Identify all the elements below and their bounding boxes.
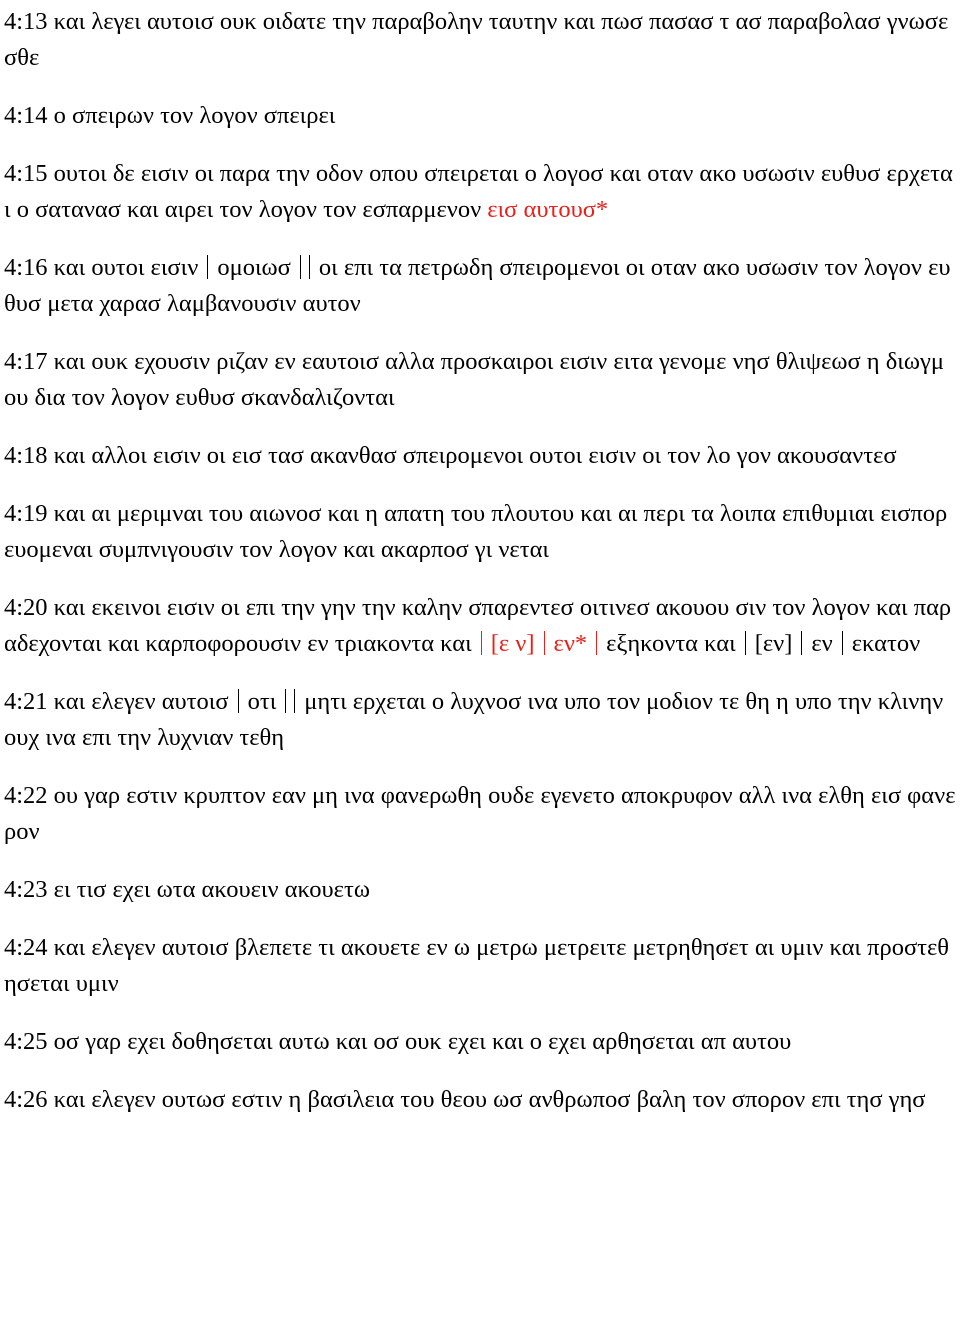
verse-4-23	[4, 872, 956, 908]
verse-4-22	[4, 778, 956, 850]
verse-text: 4:22 ου γαρ εστιν κρυπτον εαν μη ινα φανερωθη ουδε εγενετο αποκρυφον αλλ ινα ελθη εισ φανερον	[4, 782, 956, 845]
verse-text: οτι	[247, 688, 277, 715]
verse-text: 4:23 ει τισ εχει ωτα ακουειν ακουετω	[4, 876, 370, 903]
verse-4-14	[4, 98, 956, 134]
verse-4-26	[4, 1082, 956, 1118]
variant-separator-bar	[544, 631, 545, 655]
verse-text: 4:15 ουτοι δε εισιν οι παρα την οδον οπου σπειρεται ο λογοσ και οταν ακο υσωσιν ευθυσ ερχεται ο σατανασ και αιρει τον λογον τον εσπαρμενον	[4, 160, 953, 223]
verse-text: οι επι τα πετρωδη σπειρομενοι οι οταν ακο υσωσιν τον λογον ευθυσ μετα χαρασ λαμβανουσιν αυτον	[4, 254, 951, 317]
verse-text: 4:20 και εκεινοι εισιν οι επι την γην την καλην σπαρεντεσ οιτινεσ ακουου σιν τον λογον και παραδεχονται και καρποφορουσιν εν τριακοντα και	[4, 594, 952, 657]
variant-separator-bar	[481, 631, 482, 655]
verse-4-16	[4, 250, 956, 322]
variant-separator-bar	[801, 631, 802, 655]
verse-4-15	[4, 156, 956, 228]
variant-separator-bar	[294, 689, 295, 713]
verse-4-25	[4, 1024, 956, 1060]
variant-separator-bar	[745, 631, 746, 655]
variant-separator-bar	[596, 631, 597, 655]
variant-reading: [ε ν]	[490, 630, 535, 657]
variant-reading: εισ αυτουσ*	[487, 196, 609, 223]
verse-text: μητι ερχεται ο λυχνοσ ινα υπο τον μοδιον τε θη η υπο την κλινην ουχ ινα επι την λυχνιαν τεθη	[4, 688, 944, 751]
variant-separator-bar	[842, 631, 843, 655]
verse-4-17	[4, 344, 956, 416]
verse-text: 4:17 και ουκ εχουσιν ριζαν εν εαυτοισ αλλα προσκαιροι εισιν ειτα γενομε νησ θλιψεωσ η διωγμου δια τον λογον ευθυσ σκανδαλιζονται	[4, 348, 944, 411]
verse-text: 4:26 και ελεγεν ουτωσ εστιν η βασιλεια του θεου ωσ ανθρωποσ βαλη τον σπορον επι τησ γησ	[4, 1086, 926, 1113]
verse-text: 4:14 ο σπειρων τον λογον σπειρει	[4, 102, 336, 129]
verse-text: 4:19 και αι μεριμναι του αιωνοσ και η απατη του πλουτου και αι περι τα λοιπα επιθυμιαι εισπορευομεναι συμπνιγουσιν τον λογον και ακαρποσ γι νεται	[4, 500, 948, 563]
variant-separator-bar	[207, 255, 208, 279]
verse-text: 4:24 και ελεγεν αυτοισ βλεπετε τι ακουετε εν ω μετρω μετρειτε μετρηθησετ αι υμιν και προστεθησεται υμιν	[4, 934, 950, 997]
verse-4-18	[4, 438, 956, 474]
variant-separator-bar	[285, 689, 286, 713]
verse-text: 4:13 και λεγει αυτοισ ουκ οιδατε την παραβολην ταυτην και πωσ πασασ τ ασ παραβολασ γνωσεσθε	[4, 8, 949, 71]
verse-text: [εν]	[754, 630, 793, 657]
verse-4-19	[4, 496, 956, 568]
verse-4-21	[4, 684, 956, 756]
verse-text: 4:25 οσ γαρ εχει δοθησεται αυτω και οσ ουκ εχει και ο εχει αρθησεται απ αυτου	[4, 1028, 792, 1055]
verse-text: 4:18 και αλλοι εισιν οι εισ τασ ακανθασ σπειρομενοι ουτοι εισιν οι τον λο γον ακουσαντεσ	[4, 442, 897, 469]
verse-text: ομοιωσ	[217, 254, 291, 281]
verse-text: 4:16 και ουτοι εισιν	[4, 254, 199, 281]
variant-separator-bar	[300, 255, 301, 279]
variant-separator-bar	[309, 255, 310, 279]
verse-4-13	[4, 4, 956, 76]
verse-4-24	[4, 930, 956, 1002]
variant-separator-bar	[238, 689, 239, 713]
verse-text: εν	[811, 630, 833, 657]
verse-text: εξηκοντα και	[606, 630, 736, 657]
verse-text: 4:21 και ελεγεν αυτοισ	[4, 688, 229, 715]
variant-reading: εν*	[553, 630, 588, 657]
verse-text: εκατον	[851, 630, 921, 657]
verse-4-20	[4, 590, 956, 662]
